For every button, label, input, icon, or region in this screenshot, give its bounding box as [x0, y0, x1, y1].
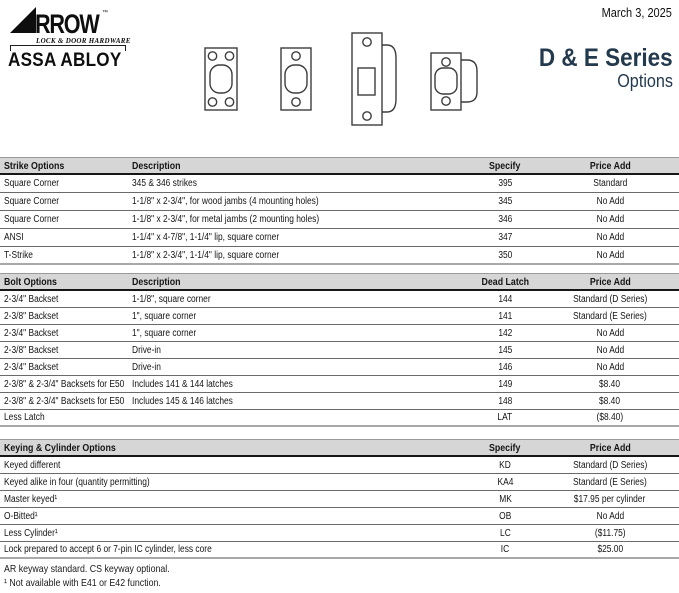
table-cell: 144 — [460, 291, 550, 308]
table-cell: 345 — [460, 193, 550, 211]
table-cell: 2-3/8" Backset — [0, 308, 128, 325]
arrow-logo — [8, 4, 148, 71]
table-cell: KA4 — [460, 474, 550, 491]
table-cell: Lock prepared to accept 6 or 7-pin IC cylinder, less core — [0, 542, 460, 559]
bolt-options-table — [0, 273, 679, 427]
table-cell: Square Corner — [0, 175, 128, 193]
strike-350-icon — [431, 53, 477, 110]
table-cell: 350 — [460, 247, 550, 265]
table-cell — [128, 410, 460, 427]
column-header: Keying & Cylinder Options — [0, 439, 460, 457]
table-cell: MK — [460, 491, 550, 508]
footnote-function: ¹ Not available with E41 or E42 function. — [4, 576, 161, 589]
strike-figures — [190, 28, 490, 133]
column-header: Price Add — [550, 157, 679, 175]
footnote-keyway: AR keyway standard. CS keyway optional. — [4, 563, 170, 575]
table-cell: 2-3/4" Backset — [0, 359, 128, 376]
table-cell: Keyed different — [0, 457, 460, 474]
table-cell: Standard — [550, 175, 679, 193]
table-cell: Square Corner — [0, 211, 128, 229]
table-cell: 346 — [460, 211, 550, 229]
table-cell: 146 — [460, 359, 550, 376]
table-cell: 345 & 346 strikes — [128, 175, 460, 193]
logo-tagline: LOCK & DOOR HARDWARE — [36, 37, 131, 45]
table-cell: Keyed alike in four (quantity permitting) — [0, 474, 460, 491]
table-cell: Standard (E Series) — [550, 474, 679, 491]
column-header: Dead Latch — [460, 273, 550, 291]
table-cell: 141 — [460, 308, 550, 325]
strike-plates-diagram — [190, 28, 490, 128]
arrow-logo-graphic — [8, 4, 144, 46]
strike-345-icon — [205, 48, 237, 110]
table-cell: Includes 141 & 144 latches — [128, 376, 460, 393]
table-cell: 2-3/8" & 2-3/4" Backsets for E50 — [0, 376, 128, 393]
strike-346-icon — [281, 48, 311, 110]
page-title: D & E Series — [539, 44, 673, 72]
table-cell: LC — [460, 525, 550, 542]
table-cell: 145 — [460, 342, 550, 359]
column-header: Bolt Options — [0, 273, 128, 291]
column-header: Description — [128, 273, 460, 291]
table-cell: No Add — [550, 229, 679, 247]
table-cell: Standard (E Series) — [550, 308, 679, 325]
footnotes — [4, 563, 201, 590]
strike-options-table — [0, 157, 679, 265]
parent-brand-logo: ASSA ABLOY — [8, 50, 122, 71]
table-cell: 1", square corner — [128, 308, 460, 325]
table-cell: Standard (D Series) — [550, 291, 679, 308]
table-cell: Less Latch — [0, 410, 128, 427]
table-cell: 2-3/8" Backset — [0, 342, 128, 359]
keying-cylinder-options-table — [0, 439, 679, 559]
table-cell: $8.40 — [550, 393, 679, 410]
page-subtitle: Options — [617, 71, 673, 91]
table-cell: 2-3/4" Backset — [0, 325, 128, 342]
table-cell: Master keyed¹ — [0, 491, 460, 508]
table-cell: No Add — [550, 342, 679, 359]
table-cell: Drive-in — [128, 342, 460, 359]
table-cell: ($8.40) — [550, 410, 679, 427]
column-header: Specify — [460, 439, 550, 457]
table-cell: 1-1/8", square corner — [128, 291, 460, 308]
logo-brand-text: RROW — [35, 9, 99, 40]
table-cell: T-Strike — [0, 247, 128, 265]
trademark-symbol: ™ — [102, 10, 108, 16]
table-cell: No Add — [550, 359, 679, 376]
table-cell: No Add — [550, 325, 679, 342]
table-cell: OB — [460, 508, 550, 525]
table-cell: 1", square corner — [128, 325, 460, 342]
table-cell: 347 — [460, 229, 550, 247]
column-header: Strike Options — [0, 157, 128, 175]
table-cell: KD — [460, 457, 550, 474]
table-cell: 149 — [460, 376, 550, 393]
table-cell: 1-1/4" x 4-7/8", 1-1/4" lip, square corner — [128, 229, 460, 247]
table-cell: 142 — [460, 325, 550, 342]
table-cell: 1-1/8" x 2-3/4", for metal jambs (2 mounting holes) — [128, 211, 460, 229]
column-header: Price Add — [550, 273, 679, 291]
table-cell: Less Cylinder¹ — [0, 525, 460, 542]
table-cell: 148 — [460, 393, 550, 410]
table-cell: Drive-in — [128, 359, 460, 376]
table-cell: $8.40 — [550, 376, 679, 393]
table-cell: 1-1/8" x 2-3/4", 1-1/4" lip, square corner — [128, 247, 460, 265]
column-header: Specify — [460, 157, 550, 175]
table-cell: LAT — [460, 410, 550, 427]
table-cell: ANSI — [0, 229, 128, 247]
arrow-triangle-icon — [10, 7, 36, 33]
table-cell: No Add — [550, 508, 679, 525]
column-header: Price Add — [550, 439, 679, 457]
table-cell: $25.00 — [550, 542, 679, 559]
table-cell: $17.95 per cylinder — [550, 491, 679, 508]
table-cell: 2-3/8" & 2-3/4" Backsets for E50 — [0, 393, 128, 410]
table-cell: 2-3/4" Backset — [0, 291, 128, 308]
table-cell: 1-1/8" x 2-3/4", for wood jambs (4 mounting holes) — [128, 193, 460, 211]
document-date: March 3, 2025 — [601, 6, 672, 20]
table-cell: Includes 145 & 146 latches — [128, 393, 460, 410]
table-cell: O-Bitted¹ — [0, 508, 460, 525]
column-header: Description — [128, 157, 460, 175]
table-cell: No Add — [550, 247, 679, 265]
table-cell: No Add — [550, 211, 679, 229]
table-cell: Standard (D Series) — [550, 457, 679, 474]
table-cell: ($11.75) — [550, 525, 679, 542]
table-cell: IC — [460, 542, 550, 559]
table-cell: Square Corner — [0, 193, 128, 211]
strike-347-icon — [352, 33, 396, 125]
table-cell: No Add — [550, 193, 679, 211]
table-cell: 395 — [460, 175, 550, 193]
